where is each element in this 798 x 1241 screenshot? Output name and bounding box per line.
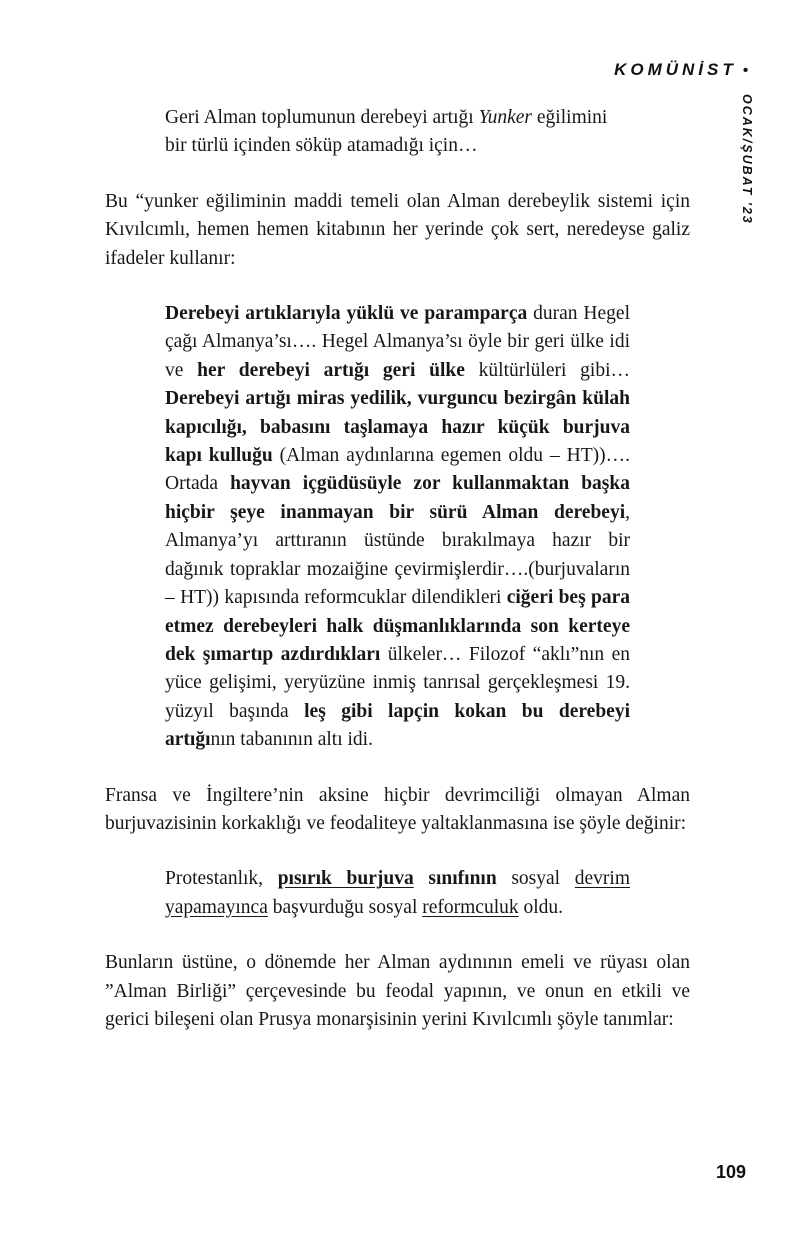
text-run: nın tabanının altı idi. — [210, 729, 373, 751]
text-run: Fransa ve İngiltere’nin aksine hiçbir devrimciliği olmayan Alman burjuvazisinin korkaklığı ve feodaliteye yaltaklanmasına ise şöyle değinir: — [105, 784, 690, 834]
text-run: leş gibi lapçin kokan bu derebeyi artığı — [165, 700, 631, 751]
page-number: 109 — [715, 1162, 746, 1182]
text-run: sosyal — [496, 868, 575, 890]
header-bullet-icon: • — [742, 62, 748, 79]
text-column — [105, 100, 690, 1055]
text-run: duran Hegel çağı Almanya’sı…. Hegel Almanya’sı öyle bir geri ülke idi ve — [165, 303, 630, 381]
text-run: devrim yapamayınca — [165, 868, 630, 918]
text-run: ciğeri beş para etmez derebeyleri halk düşmanlıklarında son kerteye dek şımartıp azdırdıkları — [165, 587, 630, 665]
text-run: reformculuk — [422, 896, 519, 918]
text-run: Geri Alman toplumunun derebeyi artığı — [165, 107, 479, 128]
text-run: kültürlüleri gibi… — [464, 359, 630, 381]
text-run: (Alman aydınlarına egemen oldu – HT))…. Ortada — [165, 445, 630, 495]
text-run: Bu “yunker eğiliminin maddi temeli olan Alman derebeylik sistemi için Kıvılcımlı, hemen hemen kitabının her yerinde çok sert, neredeyse galiz ifadeler kullanır: — [105, 190, 690, 269]
text-run: Derebeyi artıklarıyla yüklü ve paramparça — [165, 303, 528, 325]
text-run: Yunker — [478, 107, 533, 128]
quote-block-1 — [165, 104, 630, 161]
text-run: sınıfının — [413, 868, 497, 890]
issue-date-label: OCAK/ŞUBAT '23 — [740, 94, 754, 225]
page-header — [614, 60, 748, 80]
paragraph-1 — [105, 188, 690, 273]
quote-block-3 — [165, 865, 630, 922]
text-run: hayvan içgüdüsüyle zor kullanmaktan başka hiçbir şeye inanmayan bir sürü Alman derebeyi — [165, 473, 630, 523]
quote-block-2 — [165, 300, 630, 755]
text-run: ülkeler… Filozof “aklı”nın en yüce gelişimi, yeryüzüne inmiş tanrısal gerçekleşmesi 19. yüzyıl başında — [165, 643, 630, 722]
paragraph-3 — [105, 949, 690, 1034]
text-run: Protestanlık, — [165, 868, 278, 890]
text-run: , Almanya’yı arttıranın üstünde bırakılmaya hazır bir dağınık topraklar mozaiğine çevirmişlerdir….(burjuvaların – HT)) kapısında reformcuklar dilendikleri — [165, 501, 630, 609]
text-run: pısırık burjuva — [277, 868, 414, 890]
paragraph-2 — [105, 782, 690, 839]
text-run: başvurduğu sosyal — [267, 896, 423, 918]
text-run: her derebeyi artığı geri ülke — [197, 359, 465, 381]
text-run: Bunların üstüne, o dönemde her Alman aydınının emeli ve rüyası olan ”Alman Birliği” çerçevesinde bu feodal yapının, ve onun en etkili ve gerici bileşeni olan Prusya monarşisinin yerini Kıvılcımlı şöyle tanımlar: — [105, 952, 690, 1030]
text-run: eğilimini bir türlü içinden söküp atamadığı için… — [165, 107, 608, 157]
journal-title: KOMÜNİST — [614, 60, 737, 79]
text-run: oldu. — [518, 896, 564, 918]
text-run: Derebeyi artığı miras yedilik, vurguncu bezirgân külah kapıcılığı, babasını taşlamaya hazır küçük burjuva kapı kulluğu — [165, 388, 630, 467]
